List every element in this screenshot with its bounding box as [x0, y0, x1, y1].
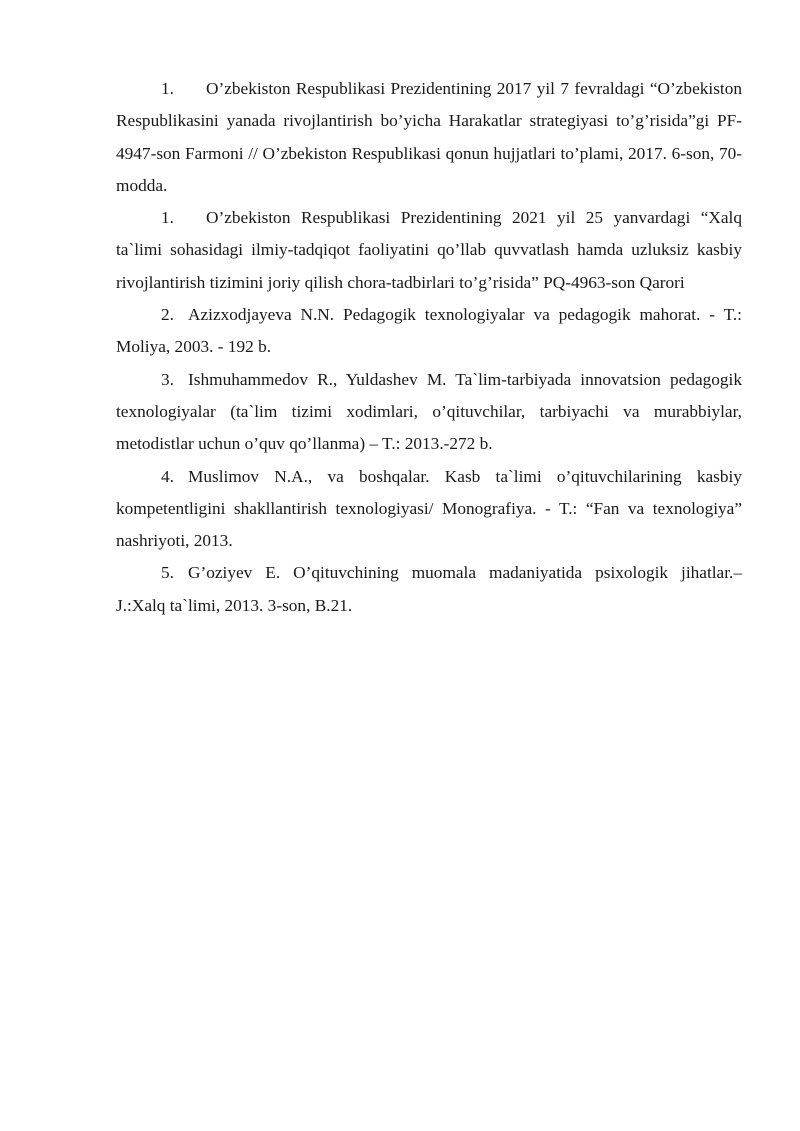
reference-text: Ishmuhammedov R., Yuldashev M. Ta`lim-tarbiyada innovatsion pedagogik texnologiyalar (ta`lim tizimi xodimlari, o’qituvchilar, tarbiyachi va murabbiylar, metodistlar uchun o’quv qo’llanma) – T.: 2013.-272 b.: [116, 369, 742, 454]
reference-item: [116, 557, 742, 622]
reference-list: [116, 73, 742, 622]
reference-text: O’zbekiston Respublikasi Prezidentining 2017 yil 7 fevraldagi “O’zbekiston Respublikasini yanada rivojlantirish bo’yicha Harakatlar strategiyasi to’g’risida”gi PF-4947-son Farmoni // O’zbekiston Respublikasi qonun hujjatlari to’plami, 2017. 6-son, 70-modda.: [116, 79, 742, 195]
reference-number: 1.: [161, 208, 174, 228]
reference-number: 3.: [161, 369, 174, 389]
reference-item: [116, 73, 742, 202]
reference-number: 5.: [161, 563, 174, 583]
reference-number: 1.: [161, 79, 174, 98]
reference-item: [116, 364, 742, 461]
reference-item: [116, 461, 742, 558]
reference-number: 2.: [161, 305, 174, 325]
reference-text: Azizxodjayeva N.N. Pedagogik texnologiyalar va pedagogik mahorat. - T.: Moliya, 2003. - 192 b.: [116, 305, 742, 357]
reference-item: [116, 202, 742, 299]
reference-text: Muslimov N.A., va boshqalar. Kasb ta`limi o’qituvchilarining kasbiy kompetentligini shakllantirish texnologiyasi/ Monografiya. - T.: “Fan va texnologiya” nashriyoti, 2013.: [116, 466, 742, 551]
reference-number: 4.: [161, 466, 174, 486]
reference-text: O’zbekiston Respublikasi Prezidentining 2021 yil 25 yanvardagi “Xalq ta`limi sohasidagi ilmiy-tadqiqot faoliyatini qo’llab quvvatlash hamda uzluksiz kasbiy rivojlantirish tizimini joriy qilish chora-tadbirlari to’g’risida” PQ-4963-son Qarori: [116, 208, 742, 292]
reference-text: G’oziyev E. O’qituvchining muomala madaniyatida psixologik jihatlar.– J.:Xalq ta`limi, 2013. 3-son, B.21.: [116, 563, 742, 615]
reference-item: [116, 299, 742, 364]
